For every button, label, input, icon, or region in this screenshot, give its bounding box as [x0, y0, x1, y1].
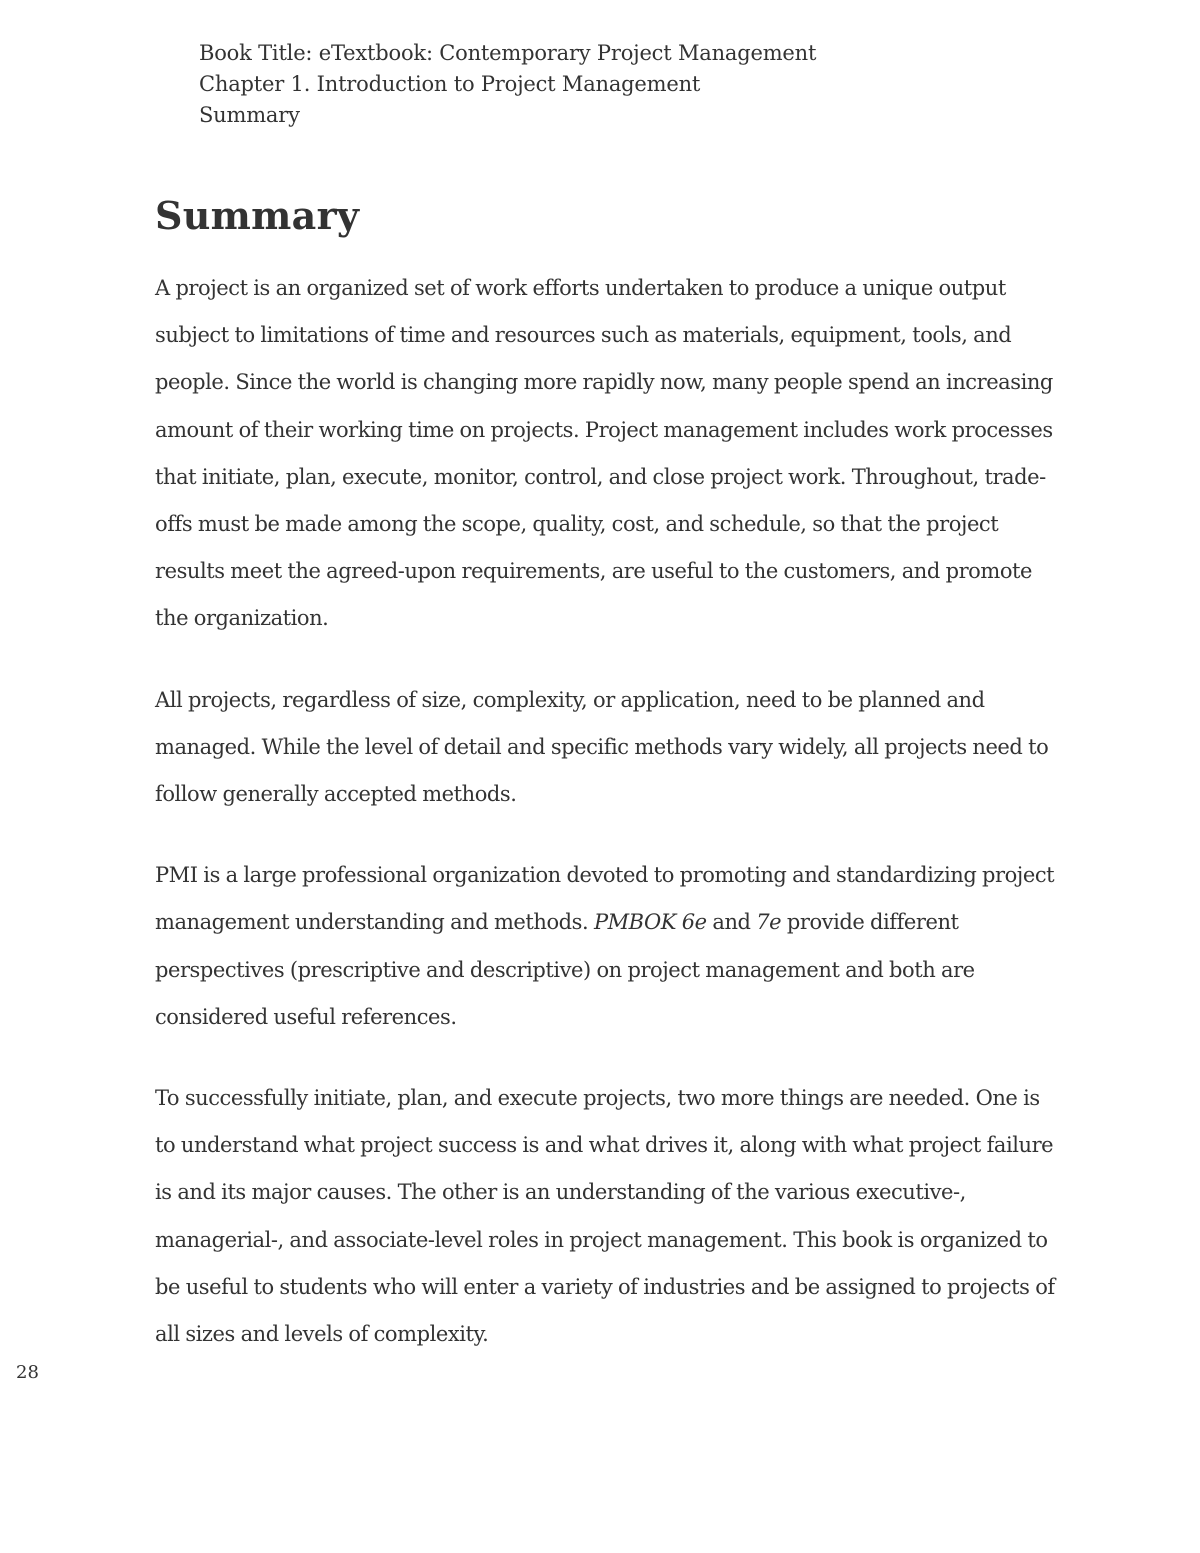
pmbok-6e-emphasis: PMBOK 6e — [593, 910, 707, 935]
paragraph-2: All projects, regardless of size, complexity, or application, need to be planned and managed. While the level of detail and specific methods vary widely, all projects need to follow generally accepted methods. — [155, 687, 1049, 807]
page-header — [199, 38, 816, 131]
paragraph-3-text-2: and — [706, 910, 757, 935]
paragraph-3 — [155, 852, 1055, 1041]
7e-emphasis: 7e — [756, 910, 782, 935]
chapter-title: Chapter 1. Introduction to Project Management — [199, 72, 701, 96]
page-number: 28 — [16, 1362, 39, 1383]
paragraph-4: To successfully initiate, plan, and execute projects, two more things are needed. One is to understand what project success is and what drives it, along with what project failure is and its major causes. The other is an understanding of the various executive-, managerial-, and associate-level roles in project management. This book is organized to be useful to students who will enter a variety of industries and be assigned to projects of all sizes and levels of complexity. — [155, 1086, 1055, 1347]
section-title: Summary — [199, 103, 300, 127]
paragraph-1: A project is an organized set of work efforts undertaken to produce a unique output subject to limitations of time and resources such as materials, equipment, tools, and people. Since the world is changing more rapidly now, many people spend an increasing amount of their working time on projects. Project management includes work processes that initiate, plan, execute, monitor, control, and close project work. Throughout, trade-offs must be made among the scope, quality, cost, and schedule, so that the project results meet the agreed-upon requirements, are useful to the customers, and promote the organization. — [155, 276, 1053, 631]
paragraph-3-text-3: provide different perspectives (prescriptive and descriptive) on project management and both are considered useful references. — [155, 910, 975, 1029]
main-content — [155, 188, 1055, 1358]
book-title: Book Title: eTextbook: Contemporary Project Management — [199, 41, 817, 65]
paragraph-3-text-1: PMI is a large professional organization devoted to promoting and standardizing project management understanding and methods. — [155, 863, 1055, 935]
page-title: Summary — [155, 193, 360, 238]
